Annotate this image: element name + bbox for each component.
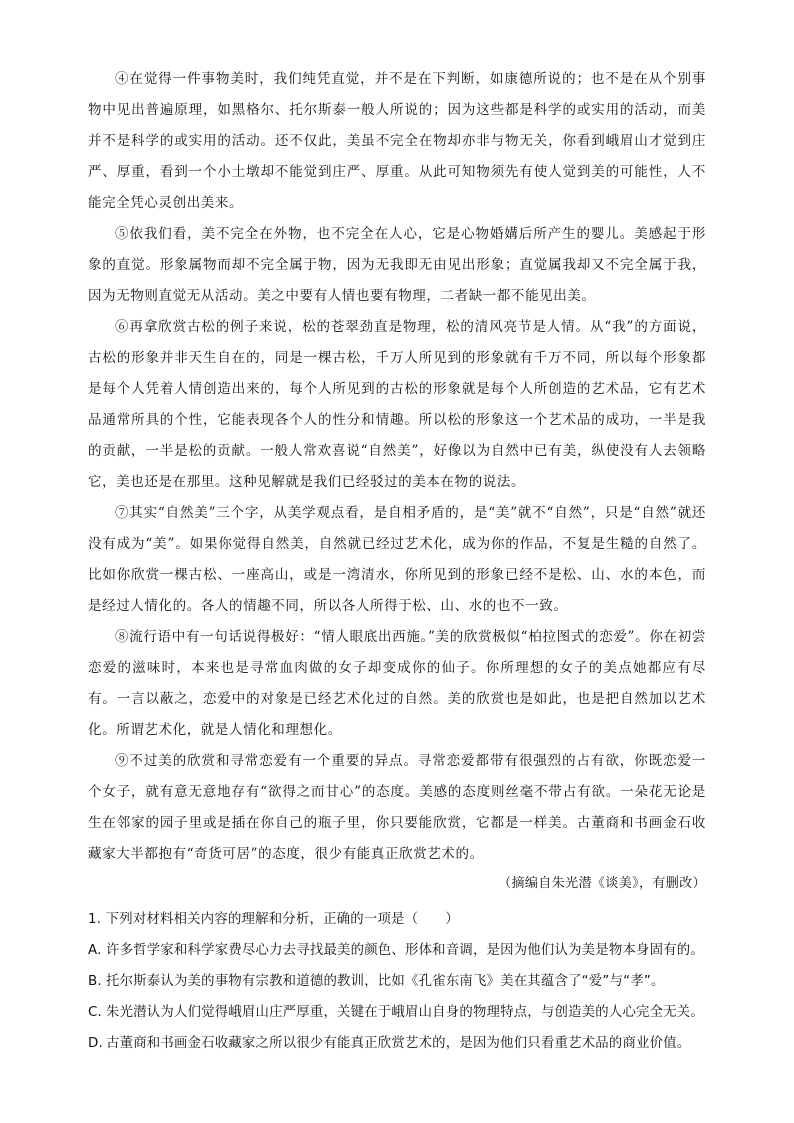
option-text: 古董商和书画金石收藏家之所以很少有能真正欣赏艺术的，是因为他们只看重艺术品的商业价值。 xyxy=(106,1036,691,1051)
option-letter: D. xyxy=(88,1036,103,1051)
option-letter: B. xyxy=(88,974,102,989)
option-a xyxy=(88,935,706,966)
passage-paragraph-4: ④在觉得一件事物美时，我们纯凭直觉，并不是在下判断，如康德所说的；也不是在从个别事物中见出普遍原理，如黑格尔、托尔斯泰一般人所说的；因为这些都是科学的或实用的活动，而美并不是科学的或实用的活动。还不仅此，美虽不完全在物却亦非与物无关，你看到峨眉山才觉到庄严、厚重，看到一个小土墩却不能觉到庄严、厚重。从此可知物须先有使人觉到美的可能性，人不能完全凭心灵创出美来。 xyxy=(88,71,706,211)
passage-paragraph-7: ⑦其实“自然美”三个字，从美学观点看，是自相矛盾的，是“美”就不“自然”，只是“自然”就还没有成为“美”。如果你觉得自然美，自然就已经过艺术化，成为你的作品，不复是生糙的自然了。比如你欣赏一棵古松、一座高山，或是一湾清水，你所见到的形象已经不是松、山、水的本色，而是经过人情化的。各人的情趣不同，所以各人所得于松、山、水的也不一致。 xyxy=(88,505,706,614)
option-d xyxy=(88,1028,706,1059)
option-letter: C. xyxy=(88,1005,103,1020)
option-letter: A. xyxy=(88,943,102,958)
option-text: 托尔斯泰认为美的事物有宗教和道德的教训，比如《孔雀东南飞》美在其蕴含了“爱”与“孝”。 xyxy=(106,974,665,989)
passage-paragraph-6: ⑥再拿欣赏古松的例子来说，松的苍翠劲直是物理，松的清风亮节是人情。从“我”的方面说，古松的形象并非天生自在的，同是一棵古松，千万人所见到的形象就有千万不同，所以每个形象都是每个人凭着人情创造出来的，每个人所见到的古松的形象就是每个人所创造的艺术品，它有艺术品通常所具的个性，它能表现各个人的性分和情趣。所以松的形象这一个艺术品的成功，一半是我的贡献，一半是松的贡献。一般人常欢喜说“自然美”，好像以为自然中已有美，纵使没有人去领略它，美也还是在那里。这种见解就是我们已经驳过的美本在物的说法。 xyxy=(88,319,706,490)
option-b xyxy=(88,966,706,997)
question-stem: 1. 下列对材料相关内容的理解和分析，正确的一项是（ ） xyxy=(88,912,459,927)
passage-paragraph-8: ⑧流行语中有一句话说得极好：“情人眼底出西施。”美的欣赏极似“柏拉图式的恋爱”。你在初尝恋爱的滋味时，本来也是寻常血肉做的女子却变成你的仙子。你所理想的女子的美点她都应有尽有。一言以蔽之，恋爱中的对象是已经艺术化过的自然。美的欣赏也是如此，也是把自然加以艺术化。所谓艺术化，就是人情化和理想化。 xyxy=(88,629,706,738)
reading-passage xyxy=(88,64,706,898)
passage-source: （摘编自朱光潜《谈美》，有删改） xyxy=(498,876,706,891)
option-c xyxy=(88,997,706,1028)
option-text: 许多哲学家和科学家费尽心力去寻找最美的颜色、形体和音调，是因为他们认为美是物本身固有的。 xyxy=(106,943,704,958)
passage-paragraph-9: ⑨不过美的欣赏和寻常恋爱有一个重要的异点。寻常恋爱都带有很强烈的占有欲，你既恋爱一个女子，就有意无意地存有“欲得之而甘心”的态度。美感的态度则丝毫不带占有欲。一朵花无论是生在邻家的园子里或是插在你自己的瓶子里，你只要能欣赏，它都是一样美。古董商和书画金石收藏家大半都抱有“奇货可居”的态度，很少有能真正欣赏艺术的。 xyxy=(88,753,706,862)
passage-paragraph-5: ⑤依我们看，美不完全在外物，也不完全在人心，它是心物婚媾后所产生的婴儿。美感起于形象的直觉。形象属物而却不完全属于物，因为无我即无由见出形象；直觉属我却又不完全属于我，因为无物则直觉无从活动。美之中要有人情也要有物理，二者缺一都不能见出美。 xyxy=(88,226,706,304)
question-1 xyxy=(88,904,706,1059)
option-text: 朱光潜认为人们觉得峨眉山庄严厚重，关键在于峨眉山自身的物理特点，与创造美的人心完全无关。 xyxy=(106,1005,704,1020)
